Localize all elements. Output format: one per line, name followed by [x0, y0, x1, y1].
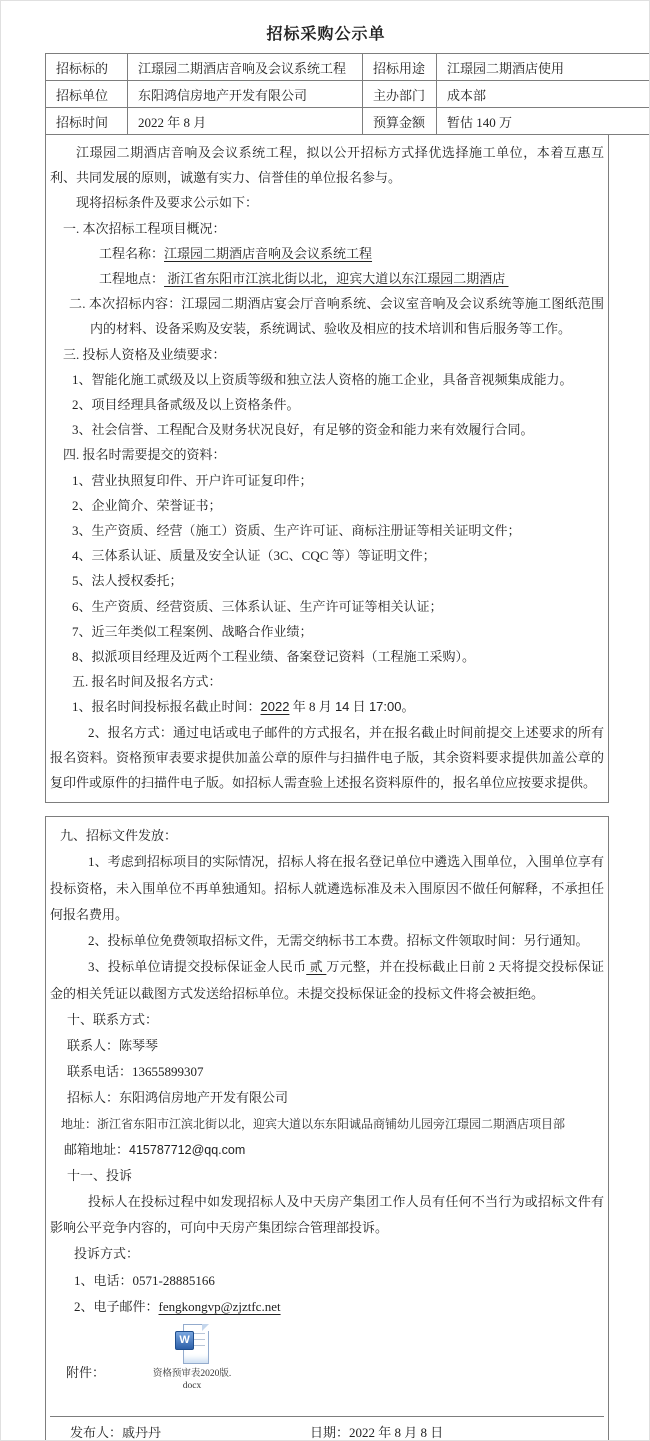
- section-4-title: 四. 报名时需要提交的资料：: [63, 447, 226, 463]
- word-doc-icon[interactable]: [175, 1324, 209, 1366]
- project-site-line: [50, 266, 604, 291]
- complaint-email-link[interactable]: fengkongvp@zjztfc.net: [158, 1298, 281, 1314]
- notice-body-section: [45, 135, 609, 803]
- deadline-text: 年 8 月: [289, 699, 335, 715]
- list-item: 1、营业执照复印件、开户许可证复印件；: [72, 472, 313, 488]
- cell-value: 江璟园二期酒店音响及会议系统工程: [128, 54, 363, 81]
- deposit-post: 万元整，并在投标截止日前 2 天将提交投标保证金的相关凭证以截图方式发送给招标单位。未提交投标保证金的投标文件将会被拒绝。: [50, 959, 604, 1001]
- cell-value: 暂估 140 万: [437, 108, 650, 135]
- list-item: 7、近三年类似工程案例、战略合作业绩；: [72, 623, 313, 639]
- section-3-title: 三. 投标人资格及业绩要求：: [63, 346, 226, 362]
- deposit-amount: 贰: [306, 959, 327, 975]
- complaint-phone-line: 1、电话：0571-28885166: [74, 1272, 215, 1288]
- complaint-method-label: 投诉方式：: [74, 1246, 140, 1262]
- word-w-badge: W: [175, 1331, 194, 1350]
- cell-label: 招标标的: [46, 54, 128, 81]
- doc-fold-corner: [202, 1324, 209, 1331]
- footer-row: [50, 1416, 604, 1441]
- project-name-line: [50, 241, 604, 266]
- list-item: 1、智能化施工贰级及以上资质等级和独立法人资格的施工企业，具备音视频集成能力。: [72, 371, 573, 387]
- list-item: 8、拟派项目经理及近两个工程业绩、备案登记资料（工程施工采购）。: [72, 649, 476, 665]
- complaint-email-label: 2、电子邮件：: [74, 1298, 159, 1314]
- email-value: 415787712@qq.com: [129, 1142, 246, 1157]
- section-9-item-1: 1、考虑到招标项目的实际情况，招标人将在报名登记单位中遴选入围单位，入围单位享有投标资格，未入围单位不再单独通知。招标人就遴选标准及未入围原因不做任何解释，不承担任何报名费用。: [50, 854, 604, 922]
- intro-paragraph: 江璟园二期酒店音响及会议系统工程，拟以公开招标方式择优选择施工单位，本着互惠互利、共同发展的原则，诚邀有实力、信誉佳的单位报名参与。: [50, 145, 604, 186]
- deadline-line: [50, 694, 604, 719]
- cell-label: 招标单位: [46, 81, 128, 108]
- cell-label: 预算金额: [363, 108, 437, 135]
- list-item: 5、法人授权委托；: [72, 573, 183, 589]
- email-line: [50, 1137, 604, 1163]
- project-site-label: 工程地点：: [99, 271, 165, 287]
- tender-info-table: [45, 53, 650, 135]
- list-item: 3、生产资质、经营（施工）资质、生产许可证、商标注册证等相关证明文件；: [72, 523, 521, 539]
- section-10-title: 十、联系方式：: [67, 1011, 159, 1027]
- table-row: [46, 54, 650, 81]
- section-11-title: 十一、投诉: [67, 1167, 133, 1183]
- deadline-time: 17:00: [368, 699, 402, 715]
- cell-label: 主办部门: [363, 81, 437, 108]
- deadline-year: 2022: [260, 699, 290, 715]
- complaint-paragraph: 投标人在投标过程中如发现招标人及中天房产集团工作人员有任何不当行为或招标文件有影响公平竞争内容的，可向中天房产集团综合管理部投诉。: [50, 1193, 604, 1236]
- section-5-title: 五. 报名时间及报名方式：: [72, 674, 222, 690]
- table-row: [46, 108, 650, 135]
- attachment-filename-line2: docx: [182, 1380, 202, 1391]
- cell-value: 江璟园二期酒店使用: [437, 54, 650, 81]
- list-item: 2、项目经理具备贰级及以上资格条件。: [72, 397, 300, 413]
- deadline-text: 日: [349, 699, 369, 715]
- publisher-label: 发布人：戚丹丹: [70, 1425, 162, 1441]
- attachment-filename-line1: 资格预审表2020版.: [152, 1368, 232, 1379]
- deposit-pre: 3、投标单位请提交投标保证金人民币: [88, 959, 307, 975]
- list-item: 6、生产资质、经营资质、三体系认证、生产许可证等相关认证；: [72, 598, 443, 614]
- page-title: 招标采购公示单: [266, 26, 386, 43]
- project-name-label: 工程名称：: [99, 245, 165, 261]
- cell-label: 招标用途: [363, 54, 437, 81]
- section-5-item-2: 2、报名方式：通过电话或电子邮件的方式报名，并在报名截止时间前提交上述要求的所有报名资料。资格预审表要求提供加盖公章的原件与扫描件电子版，其余资料要求提供加盖公章的复印件或原件的扫描件电子版。如招标人需查验上述报名资料原件的，报名单位应按要求提供。: [50, 724, 604, 791]
- section-9-title: 九、招标文件发放：: [60, 828, 178, 844]
- deadline-text: 。: [401, 699, 415, 715]
- section-2-paragraph: 二. 本次招标内容：江璟园二期酒店宴会厅音响系统、会议室音响及会议系统等施工图纸范围内的材料、设备采购及安装，系统调试、验收及相应的技术培训和售后服务等工作。: [69, 296, 604, 337]
- announce-line: 现将招标条件及要求公示如下：: [76, 195, 259, 211]
- attachment-row: [50, 1320, 604, 1412]
- attachment-label: 附件：: [66, 1364, 106, 1380]
- cell-value: 成本部: [437, 81, 650, 108]
- deposit-line: [50, 954, 604, 1006]
- cell-value: 2022 年 8 月: [128, 108, 363, 135]
- table-row: [46, 81, 650, 108]
- deadline-day: 14: [334, 699, 350, 715]
- list-item: 4、三体系认证、质量及安全认证（3C、CQC 等）等证明文件；: [72, 548, 436, 564]
- section-1-title: 一. 本次招标工程项目概况：: [63, 220, 226, 236]
- deadline-label: 1、报名时间投标报名截止时间：: [72, 699, 261, 715]
- contact-person-line: 联系人：陈琴琴: [67, 1037, 159, 1053]
- project-site-value: 浙江省东阳市江滨北街以北，迎宾大道以东江璟园二期酒店: [164, 271, 509, 287]
- attachment-file[interactable]: [137, 1324, 247, 1392]
- cell-value: 东阳鸿信房地产开发有限公司: [128, 81, 363, 108]
- email-label: 邮箱地址：: [64, 1141, 130, 1157]
- section-9-item-2: 2、投标单位免费领取招标文件，无需交纳标书工本费。招标文件领取时间：另行通知。: [88, 933, 589, 949]
- complaint-email-line: [50, 1294, 604, 1320]
- list-item: 3、社会信誉、工程配合及财务状况良好，有足够的资金和能力来有效履行合同。: [72, 422, 534, 438]
- contact-phone-line: 联系电话：13655899307: [67, 1064, 204, 1080]
- cell-label: 招标时间: [46, 108, 128, 135]
- project-name-value: 江璟园二期酒店音响及会议系统工程: [164, 245, 373, 261]
- address-line: 地址：浙江省东阳市江滨北街以北，迎宾大道以东东阳诚品商铺幼儿园旁江璟园二期酒店项目部: [61, 1116, 566, 1131]
- attachment-filename[interactable]: [137, 1368, 247, 1392]
- list-item: 2、企业简介、荣誉证书；: [72, 497, 222, 513]
- publish-date: 日期：2022 年 8 月 8 日: [310, 1425, 444, 1441]
- notice-body-section-2: [45, 816, 609, 1441]
- tenderee-line: 招标人：东阳鸿信房地产开发有限公司: [67, 1090, 289, 1106]
